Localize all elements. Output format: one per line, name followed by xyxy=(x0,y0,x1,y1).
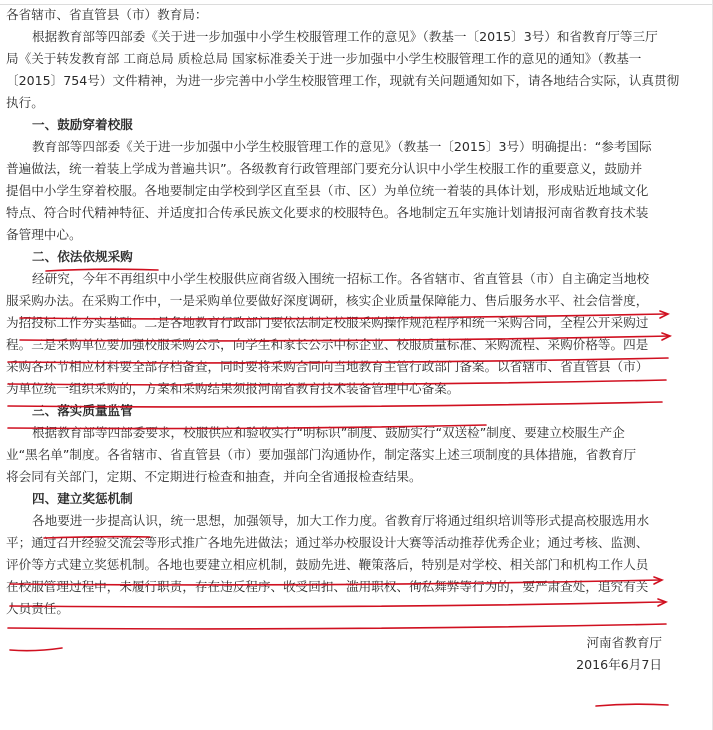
intro-line: 局《关于转发教育部 工商总局 质检总局 国家标准委关于进一步加强中小学生校服管理工作的意见的通知》（教基一 xyxy=(6,51,642,66)
section-1-line: 提倡中小学生穿着校服。各地要制定由学校到学区直至县（市、区）为单位统一着装的具体计划，形成贴近地域文化 xyxy=(6,183,649,198)
section-1-line: 普遍做法，统一着装上学成为普遍共识”。各级教育行政管理部门要充分认识中小学生校服工作的重要意义，鼓励并 xyxy=(6,161,643,176)
section-1-line: 教育部等四部委《关于进一步加强中小学生校服管理工作的意见》（教基一〔2015〕3号）明确提出：“参考国际 xyxy=(32,139,652,154)
underline-date xyxy=(596,704,668,706)
section-heading-4: 四、建立奖惩机制 xyxy=(32,491,133,506)
intro-line: 根据教育部等四部委《关于进一步加强中小学生校服管理工作的意见》（教基一〔2015〕3号）和省教育厅等三厅 xyxy=(32,29,658,44)
section-4-line: 人员责任。 xyxy=(6,601,69,616)
intro-line: 〔2015〕754号）文件精神，为进一步完善中小学生校服管理工作，现就有关问题通知如下，请各地结合实际，认真贯彻 xyxy=(6,73,680,88)
section-2-line: 经研究，今年不再组织中小学生校服供应商省级入围统一招标工作。各省辖市、省直管县（市）自主确定当地校 xyxy=(32,271,650,286)
section-1-line: 特点、符合时代精神特征、并适度扣合传承民族文化要求的校服特色。各地制定五年实施计划请报河南省教育技术装 xyxy=(6,205,649,220)
signature: 河南省教育厅 xyxy=(586,635,662,650)
section-4-line: 评价等方式建立奖惩机制。各地也要建立相应机制，鼓励先进、鞭策落后，特别是对学校、相关部门和机构工作人员 xyxy=(6,557,649,572)
section-2-line: 为单位统一组织采购的，方案和采购结果须报河南省教育技术装备管理中心备案。 xyxy=(6,381,460,396)
section-1-line: 备管理中心。 xyxy=(6,227,82,242)
salutation: 各省辖市、省直管县（市）教育局： xyxy=(6,7,208,22)
section-2-line: 服采购办法。在采购工作中，一是采购单位要做好深度调研，核实企业质量保障能力、售后服务水平、社会信誉度， xyxy=(6,293,649,308)
intro-line: 执行。 xyxy=(6,95,44,110)
section-heading-3: 三、落实质量监管 xyxy=(32,403,133,418)
section-2-line: 程。三是采购单位要加强校服采购公示，向学生和家长公示中标企业、校服质量标准、采购流程、采购价格等。四是 xyxy=(6,337,649,352)
section-3-line: 将会同有关部门，定期、不定期进行检查和抽查，并向全省通报检查结果。 xyxy=(6,469,422,484)
section-4-line: 各地要进一步提高认识，统一思想，加强领导，加大工作力度。省教育厅将通过组织培训等形式提高校服选用水 xyxy=(32,513,650,528)
section-2-line: 采购各环节相应材料要全部存档备查，同时要将采购合同向当地教育主管行政部门备案。以省辖市、省直管县（市） xyxy=(6,359,649,374)
section-heading-1: 一、鼓励穿着校服 xyxy=(32,117,133,132)
section-2-line: 为招投标工作夯实基础。二是各地教育行政部门要依法制定校服采购操作规范程序和统一采购合同，全程公开采购过 xyxy=(6,315,649,330)
date: 2016年6月7日 xyxy=(576,657,662,672)
section-heading-2: 二、依法依规采购 xyxy=(32,249,133,264)
section-3-line: 业“黑名单”制度。各省辖市、省直管县（市）要加强部门沟通协作，制定落实上述三项制度的具体措施，省教育厅 xyxy=(6,447,637,462)
section-3-line: 根据教育部等四部委要求，校服供应和验收实行“明标识”制度、鼓励实行“双送检”制度、要建立校服生产企 xyxy=(32,425,625,440)
document-body xyxy=(6,4,702,676)
section-4-line: 在校服管理过程中，未履行职责，存在违反程序、收受回扣、滥用职权、徇私舞弊等行为的，要严肃查处，追究有关 xyxy=(6,579,649,594)
section-4-line: 平；通过召开经验交流会等形式推广各地先进做法；通过举办校服设计大赛等活动推荐优秀企业；通过考核、监测、 xyxy=(6,535,649,550)
